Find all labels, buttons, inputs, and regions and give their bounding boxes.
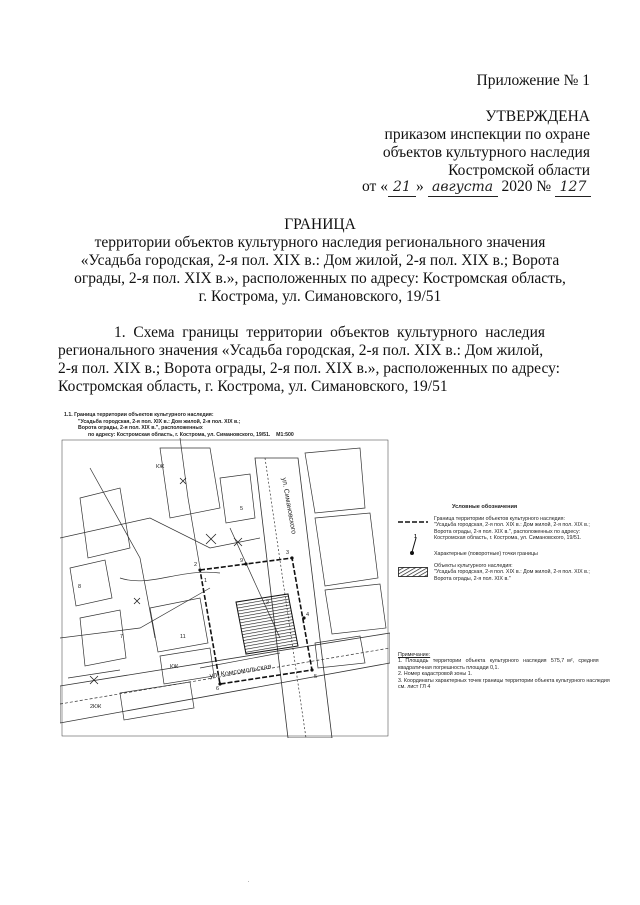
legend-item-boundary: Граница территории объектов культурного наследия: "Усадьба городская, 2-я пол. XIX в.: Дом жилой, 2-я пол. XIX в.; Ворота ограды, 2-я пол. XIX в.", расположенных по адресу: Костромская область, г. Кострома, ул. Симановского, 19/51. — [434, 516, 590, 542]
order-line-3: Костромской области — [448, 162, 590, 179]
title-line-1: территории объектов культурного наследия регионального значения — [94, 234, 546, 251]
date-prefix: от « — [362, 178, 388, 195]
section-line-3: 2-я пол. XIX в.; Ворота ограды, 2-я пол. XIX в.», расположенных по адресу: — [58, 360, 560, 377]
order-line-1: приказом инспекции по охране — [384, 126, 590, 143]
street-label-simanovskogo: ул. Симановского — [280, 477, 297, 535]
map-label: 7 — [120, 634, 124, 640]
map-label: 6 — [216, 686, 220, 692]
title-line-3: ограды, 2-я пол. XIX в.», расположенных по адресу: Костромская область, — [74, 270, 566, 287]
map-label: КЖ — [170, 664, 179, 670]
plan-caption-line-4: по адресу: Костромская область, г. Кострома, ул. Симановского, 19/51. — [88, 431, 271, 438]
map-label: 3 — [286, 550, 290, 556]
plan-caption-line-2: "Усадьба городская, 2-я пол. XIX в.: Дом жилой, 2-я пол. XIX в.; — [78, 418, 241, 425]
site-plan — [60, 438, 390, 738]
map-label: 1 — [204, 578, 208, 584]
appendix-label: Приложение № 1 — [476, 72, 590, 89]
date-mid: » — [415, 178, 424, 195]
date-year-no: 2020 № — [501, 178, 552, 195]
note-1: 1. Площадь территории объекта культурного наследия 575,7 м², средняя — [398, 658, 599, 665]
note-3: 3. Координаты характерных точек границы территории объекта культурного наследия — [398, 677, 610, 684]
notes-block: Примечание: 1. Площадь территории объекта культурного наследия 575,7 м², средняя квадратичная погрешность площади 0,1. 2. Номер кадастровой зоны 1. 3. Координаты характерных точек границы территории объекта культурного наследия см. лист ГЛ 4 — [398, 652, 612, 690]
section-line-4: Костромская область, г. Кострома, ул. Симановского, 19/51 — [58, 378, 448, 395]
legend-item-points: Характерные (поворотные) точки границы — [434, 551, 538, 557]
legend-title: Условные обозначения — [452, 504, 518, 510]
notes-title: Примечание: — [398, 652, 431, 658]
map-label: 2 — [194, 562, 198, 568]
title-line-4: г. Кострома, ул. Симановского, 19/51 — [198, 288, 442, 305]
footer-mark: . — [248, 878, 250, 884]
date-month: августа — [428, 178, 498, 197]
legend-item-objects: Объекты культурного наследия: "Усадьба городская, 2-я пол. XIX в.: Дом жилой, 2-я пол. XIX в.; Ворота ограды, 2-я пол. XIX в." — [434, 563, 590, 582]
title-line-2: «Усадьба городская, 2-я пол. XIX в.: Дом жилой, 2-я пол. XIX в.; Ворота — [80, 252, 560, 269]
plan-caption-line-1: 1.1. Граница территории объектов культурного наследия: — [64, 412, 214, 418]
plan-caption — [64, 412, 364, 438]
map-label: КЖ — [156, 464, 165, 470]
map-label: 2 — [266, 600, 270, 606]
title-heading: ГРАНИЦА — [284, 216, 356, 233]
section-line-2: регионального значения «Усадьба городская, 2-я пол. XIX в.: Дом жилой, — [58, 342, 544, 359]
map-label: 4 — [306, 612, 310, 618]
approved-label: УТВЕРЖДЕНА — [485, 108, 590, 125]
map-label: 5 — [314, 674, 318, 680]
map-label: 8 — [78, 584, 82, 590]
section-line-1: 1. Схема границы территории объектов культурного наследия — [114, 324, 545, 341]
date-day: 21 — [388, 178, 416, 197]
order-line-2: объектов культурного наследия — [382, 144, 590, 161]
map-label: 2КЖ — [90, 704, 102, 710]
map-label: 9 — [240, 558, 244, 564]
order-date — [362, 178, 591, 197]
map-label: 11 — [180, 634, 186, 640]
plan-caption-line-3: Ворота ограды, 2-я пол. XIX в.", расположенных — [78, 425, 203, 432]
map-label: 5 — [240, 506, 244, 512]
plan-scale: М1:500 — [276, 431, 294, 438]
street-label-komsomolskaya: ул. Комсомольская — [209, 663, 272, 680]
legend-point-number: 1 — [414, 534, 417, 540]
date-number: 127 — [555, 178, 591, 197]
note-2: 2. Номер кадастровой зоны 1. — [398, 671, 473, 678]
legend-object-symbol — [398, 567, 428, 577]
legend-boundary-symbol — [398, 518, 428, 526]
